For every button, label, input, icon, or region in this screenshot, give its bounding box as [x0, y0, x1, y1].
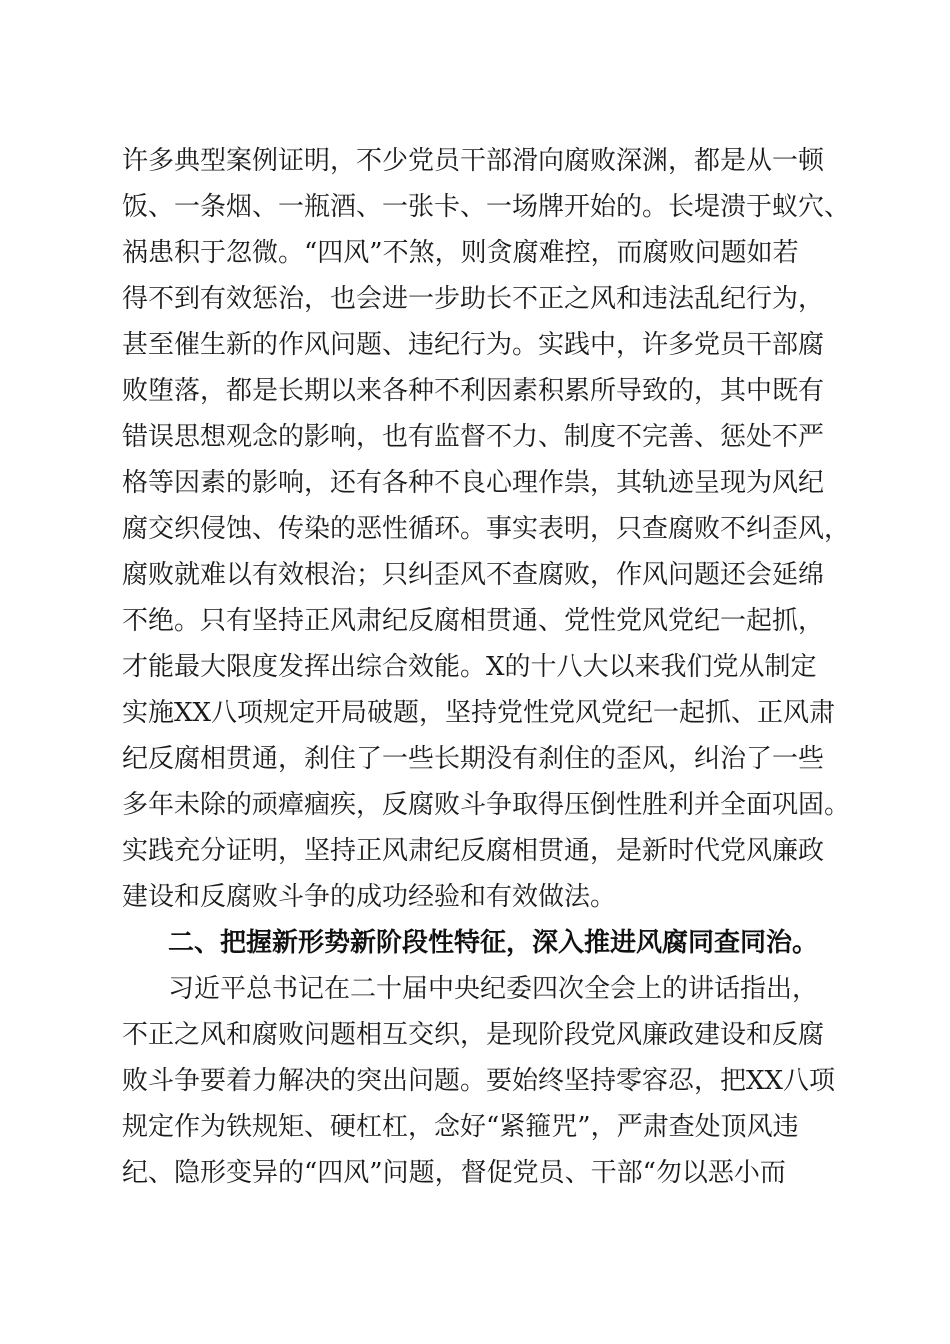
- paragraph-1-line-10: 腐败就难以有效根治；只纠歪风不查腐败，作风问题还会延绵: [122, 560, 825, 590]
- paragraph-2-line-3: 败斗争要着力解决的突出问题。要始终坚持零容忍，把XX八项: [122, 1066, 836, 1096]
- paragraph-1-line-9: 腐交织侵蚀、传染的恶性循环。事实表明，只查腐败不纠歪风，: [122, 514, 851, 544]
- paragraph-1-line-8: 格等因素的影响，还有各种不良心理作祟，其轨迹呈现为风纪: [122, 468, 825, 498]
- paragraph-1-line-14: 纪反腐相贯通，刹住了一些长期没有刹住的歪风，纠治了一些: [122, 744, 825, 774]
- paragraph-1-line-2: 饭、一条烟、一瓶酒、一张卡、一场牌开始的。长堤溃于蚁穴、: [122, 192, 851, 222]
- paragraph-1-line-5: 甚至催生新的作风问题、违纪行为。实践中，许多党员干部腐: [122, 330, 825, 360]
- paragraph-1-line-4: 得不到有效惩治，也会进一步助长不正之风和违法乱纪行为，: [122, 284, 825, 314]
- paragraph-1-line-12: 才能最大限度发挥出综合效能。X的十八大以来我们党从制定: [122, 652, 817, 682]
- paragraph-1-line-16: 实践充分证明，坚持正风肃纪反腐相贯通，是新时代党风廉政: [122, 836, 825, 866]
- section-heading-2: 二、把握新形势新阶段性特征，深入推进风腐同查同治。: [168, 928, 819, 958]
- paragraph-1-line-13: 实施XX八项规定开局破题，坚持党性党风党纪一起抓、正风肃: [122, 698, 836, 728]
- paragraph-1-line-17: 建设和反腐败斗争的成功经验和有效做法。: [122, 882, 617, 912]
- paragraph-1-line-11: 不绝。只有坚持正风肃纪反腐相贯通、党性党风党纪一起抓，: [122, 606, 825, 636]
- paragraph-2-line-2: 不正之风和腐败问题相互交织，是现阶段党风廉政建设和反腐: [122, 1020, 825, 1050]
- paragraph-1-line-3: 祸患积于忽微。“四风”不煞，则贪腐难控，而腐败问题如若: [122, 238, 799, 268]
- paragraph-1-line-15: 多年未除的顽瘴痼疾，反腐败斗争取得压倒性胜利并全面巩固。: [122, 790, 851, 820]
- paragraph-1-line-6: 败堕落，都是长期以来各种不利因素积累所导致的，其中既有: [122, 376, 825, 406]
- paragraph-1-line-1: 许多典型案例证明，不少党员干部滑向腐败深渊，都是从一顿: [122, 146, 825, 176]
- paragraph-2-line-5: 纪、隐形变异的“四风”问题，督促党员、干部“勿以恶小而: [122, 1158, 786, 1188]
- paragraph-1-line-7: 错误思想观念的影响，也有监督不力、制度不完善、惩处不严: [122, 422, 825, 452]
- paragraph-2-line-1: 习近平总书记在二十届中央纪委四次全会上的讲话指出，: [168, 974, 819, 1004]
- paragraph-2-line-4: 规定作为铁规矩、硬杠杠，念好“紧箍咒”，严肃查处顶风违: [122, 1112, 799, 1142]
